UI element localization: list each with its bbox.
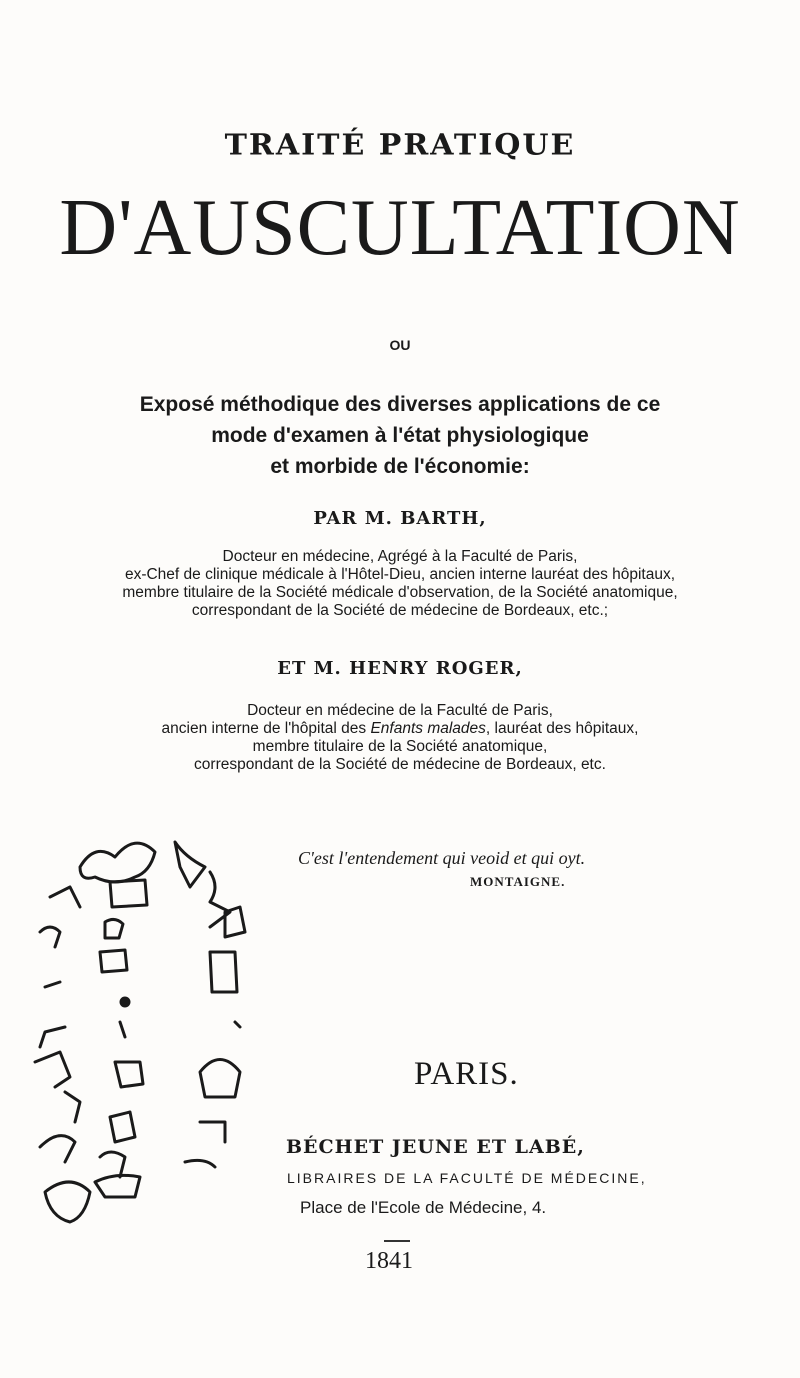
subtitle-line-2: mode d'examen à l'état physiologique: [211, 424, 589, 447]
author2-credential: correspondant de la Société de médecine de Bordeaux, etc.: [194, 756, 606, 773]
title-line-2: D'AUSCULTATION: [59, 184, 741, 272]
author1-credential: ex-Chef de clinique médicale à l'Hôtel-Dieu, ancien interne lauréat des hôpitaux,: [124, 566, 676, 583]
author1-credential: Docteur en médecine, Agrégé à la Faculté de Paris,: [222, 548, 578, 565]
author2-credential-part: ancien interne de l'hôpital des: [161, 720, 367, 737]
divider: [384, 1240, 410, 1242]
imprint-address: Place de l'Ecole de Médecine, 4.: [300, 1198, 547, 1217]
author2-credential-part: , lauréat des hôpitaux,: [485, 720, 639, 737]
subtitle-line-1: Exposé méthodique des diverses applications de ce: [139, 393, 661, 416]
author2-credential: Docteur en médecine de la Faculté de Paris,: [247, 702, 553, 719]
epigraph-author: MONTAIGNE.: [470, 874, 566, 889]
author2-byline: ET M. HENRY ROGER,: [277, 658, 523, 679]
title-connector: OU: [389, 337, 411, 353]
author2-credential-mixed: [0, 720, 800, 738]
author2-credential: membre titulaire de la Société anatomique,: [252, 738, 548, 755]
hospital-name: Enfants malades: [370, 720, 486, 737]
imprint-publisher-role: LIBRAIRES DE LA FACULTÉ DE MÉDECINE,: [287, 1170, 647, 1186]
author1-credential: membre titulaire de la Société médicale d'observation, de la Société anatomique,: [122, 584, 678, 601]
imprint-year: 1841: [365, 1248, 413, 1274]
subtitle-line-3: et morbide de l'économie:: [270, 455, 530, 478]
author1-byline: PAR M. BARTH,: [313, 508, 487, 529]
author1-credential: correspondant de la Société de médecine de Bordeaux, etc.;: [191, 602, 609, 619]
imprint-city: PARIS.: [414, 1056, 519, 1092]
epigraph-quote: C'est l'entendement qui veoid et qui oyt.: [298, 848, 586, 868]
imprint-publisher: BÉCHET JEUNE ET LABÉ,: [286, 1136, 585, 1158]
printer-device-icon: [25, 812, 325, 1232]
title-line-1: TRAITÉ PRATIQUE: [224, 128, 576, 163]
